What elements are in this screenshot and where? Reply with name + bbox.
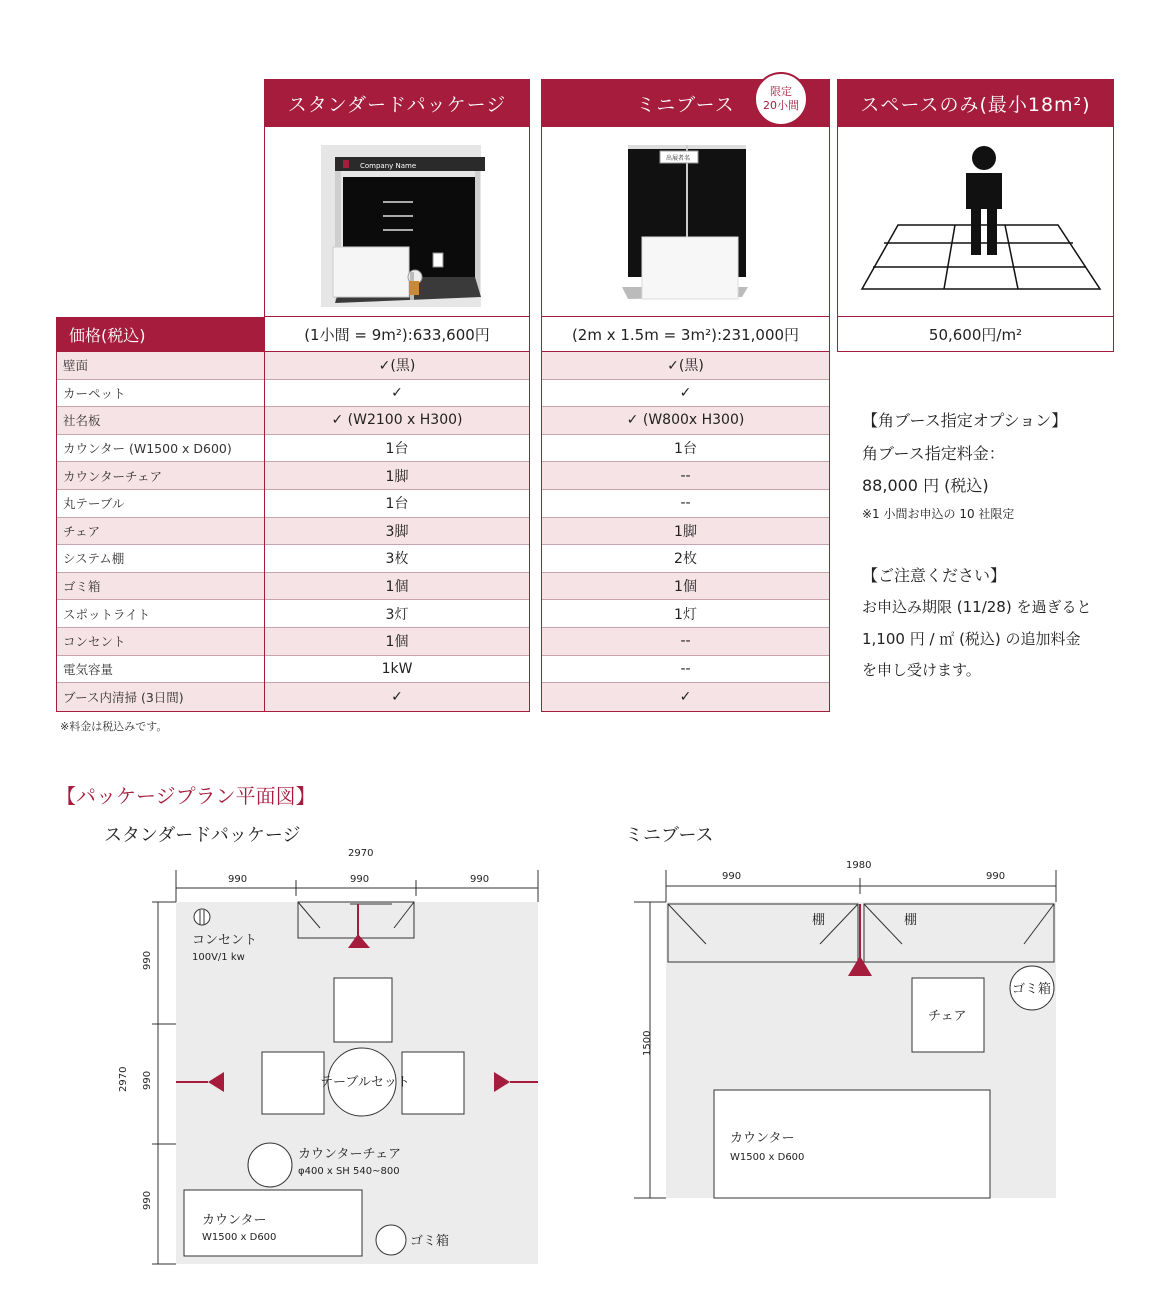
std-dim-h3: 990	[142, 1190, 153, 1210]
row-label: コンセント	[57, 628, 264, 656]
std-dim-w3: 990	[470, 874, 490, 885]
header-mini: ミニブース	[541, 79, 830, 127]
mini-plan-title: ミニブース	[625, 825, 714, 846]
row-value: ✓ (W2100 x H300)	[265, 407, 529, 435]
row-value: ✓ (W800x H300)	[542, 407, 829, 435]
row-value: --	[542, 628, 829, 656]
price-standard: (1小間 = 9m²):633,600円	[264, 317, 530, 352]
row-value: 1個	[265, 628, 529, 656]
row-value: --	[542, 462, 829, 490]
notice-line3: を申し受けます。	[862, 661, 981, 679]
row-value: 3脚	[265, 518, 529, 546]
corner-option-line2: 88,000 円 (税込)	[862, 476, 989, 495]
standard-floor-plan	[100, 840, 560, 1280]
row-value: --	[542, 490, 829, 518]
plans-section-title: 【パッケージプラン平面図】	[56, 784, 316, 808]
price-space: 50,600円/m²	[837, 317, 1114, 352]
row-label: ゴミ箱	[57, 573, 264, 601]
outlet-icon	[194, 909, 210, 925]
row-value: 1灯	[542, 600, 829, 628]
row-value: --	[542, 656, 829, 684]
item-label-column	[56, 352, 264, 712]
row-value: ✓	[542, 683, 829, 711]
std-dim-h2: 990	[142, 1070, 153, 1090]
row-value: ✓(黒)	[265, 352, 529, 380]
standard-plan-title: スタンダードパッケージ	[104, 825, 301, 846]
standard-column	[264, 352, 530, 712]
header-standard: スタンダードパッケージ	[264, 79, 530, 127]
mini-booth-image	[541, 127, 830, 317]
shelf-2-label: 棚	[904, 913, 918, 928]
standard-booth-image	[264, 127, 530, 317]
notice-line2: 1,100 円 / ㎡ (税込) の追加料金	[862, 630, 1081, 648]
corner-option-note: ※1 小間お申込の 10 社限定	[862, 507, 1015, 521]
table-set-label: テーブルセット	[320, 1075, 410, 1090]
std-dim-w1: 990	[228, 874, 248, 885]
row-value: 2枚	[542, 545, 829, 573]
row-label: システム棚	[57, 545, 264, 573]
row-label: カウンター (W1500 x D600)	[57, 435, 264, 463]
row-label: 壁面	[57, 352, 264, 380]
trash-label: ゴミ箱	[410, 1234, 450, 1249]
price-mini: (2m x 1.5m = 3m²):231,000円	[541, 317, 830, 352]
mini-trash-label: ゴミ箱	[1012, 982, 1052, 997]
row-label: チェア	[57, 518, 264, 546]
row-value: 1個	[265, 573, 529, 601]
header-space: スペースのみ(最小18m²)	[837, 79, 1114, 127]
person-icon	[972, 146, 996, 170]
row-value: 3枚	[265, 545, 529, 573]
row-value: 1個	[542, 573, 829, 601]
row-value: 1脚	[265, 462, 529, 490]
outlet-label: コンセント	[192, 933, 258, 948]
counter-spec: W1500 x D600	[202, 1232, 277, 1243]
std-dim-w2: 990	[350, 874, 370, 885]
row-value: ✓	[265, 683, 529, 711]
row-value: 1脚	[542, 518, 829, 546]
row-label: カーペット	[57, 380, 264, 408]
mini-dim-depth: 1500	[642, 1030, 653, 1056]
footnote: ※料金は税込みです。	[60, 720, 168, 733]
corner-option-title: 【角ブース指定オプション】	[862, 411, 1068, 430]
counter-chair-spec: φ400 x SH 540~800	[298, 1166, 400, 1177]
limited-badge: 限定 20小間	[754, 72, 808, 126]
counter-label: カウンター	[202, 1213, 267, 1228]
mini-dim-w1: 990	[722, 871, 742, 882]
row-label: 社名板	[57, 407, 264, 435]
row-value: 1台	[265, 435, 529, 463]
mini-counter-spec: W1500 x D600	[730, 1152, 805, 1163]
price-label: 価格(税込)	[56, 317, 264, 352]
mini-floor-plan	[630, 848, 1070, 1208]
row-label: ブース内清掃 (3日間)	[57, 683, 264, 711]
corner-option-line1: 角ブース指定料金：	[862, 444, 1005, 463]
row-value: ✓	[265, 380, 529, 408]
row-value: 1台	[542, 435, 829, 463]
company-name-sign: Company Name	[360, 162, 417, 170]
row-label: 丸テーブル	[57, 490, 264, 518]
row-value: ✓(黒)	[542, 352, 829, 380]
row-label: スポットライト	[57, 600, 264, 628]
mini-dim-total: 1980	[846, 860, 872, 871]
counter-chair-label: カウンターチェア	[298, 1147, 402, 1162]
row-value: ✓	[542, 380, 829, 408]
shelf-1-label: 棚	[812, 913, 826, 928]
chair-label: チェア	[928, 1009, 967, 1024]
row-value: 3灯	[265, 600, 529, 628]
notice-title: 【ご注意ください】	[862, 566, 1007, 585]
std-dim-h-total: 2970	[118, 1066, 129, 1092]
outlet-spec: 100V/1 kw	[192, 952, 245, 963]
std-dim-h1: 990	[142, 950, 153, 970]
row-value: 1kW	[265, 656, 529, 684]
mini-dim-w2: 990	[986, 871, 1006, 882]
mini-counter-label: カウンター	[730, 1131, 795, 1146]
mini-name-sign: 出展者名	[666, 155, 691, 162]
std-dim-total: 2970	[348, 848, 374, 859]
space-only-image	[837, 127, 1114, 317]
row-label: 電気容量	[57, 656, 264, 684]
notice-line1: お申込み期限 (11/28) を過ぎると	[862, 598, 1092, 616]
row-label: カウンターチェア	[57, 462, 264, 490]
row-value: 1台	[265, 490, 529, 518]
mini-column	[541, 352, 830, 712]
